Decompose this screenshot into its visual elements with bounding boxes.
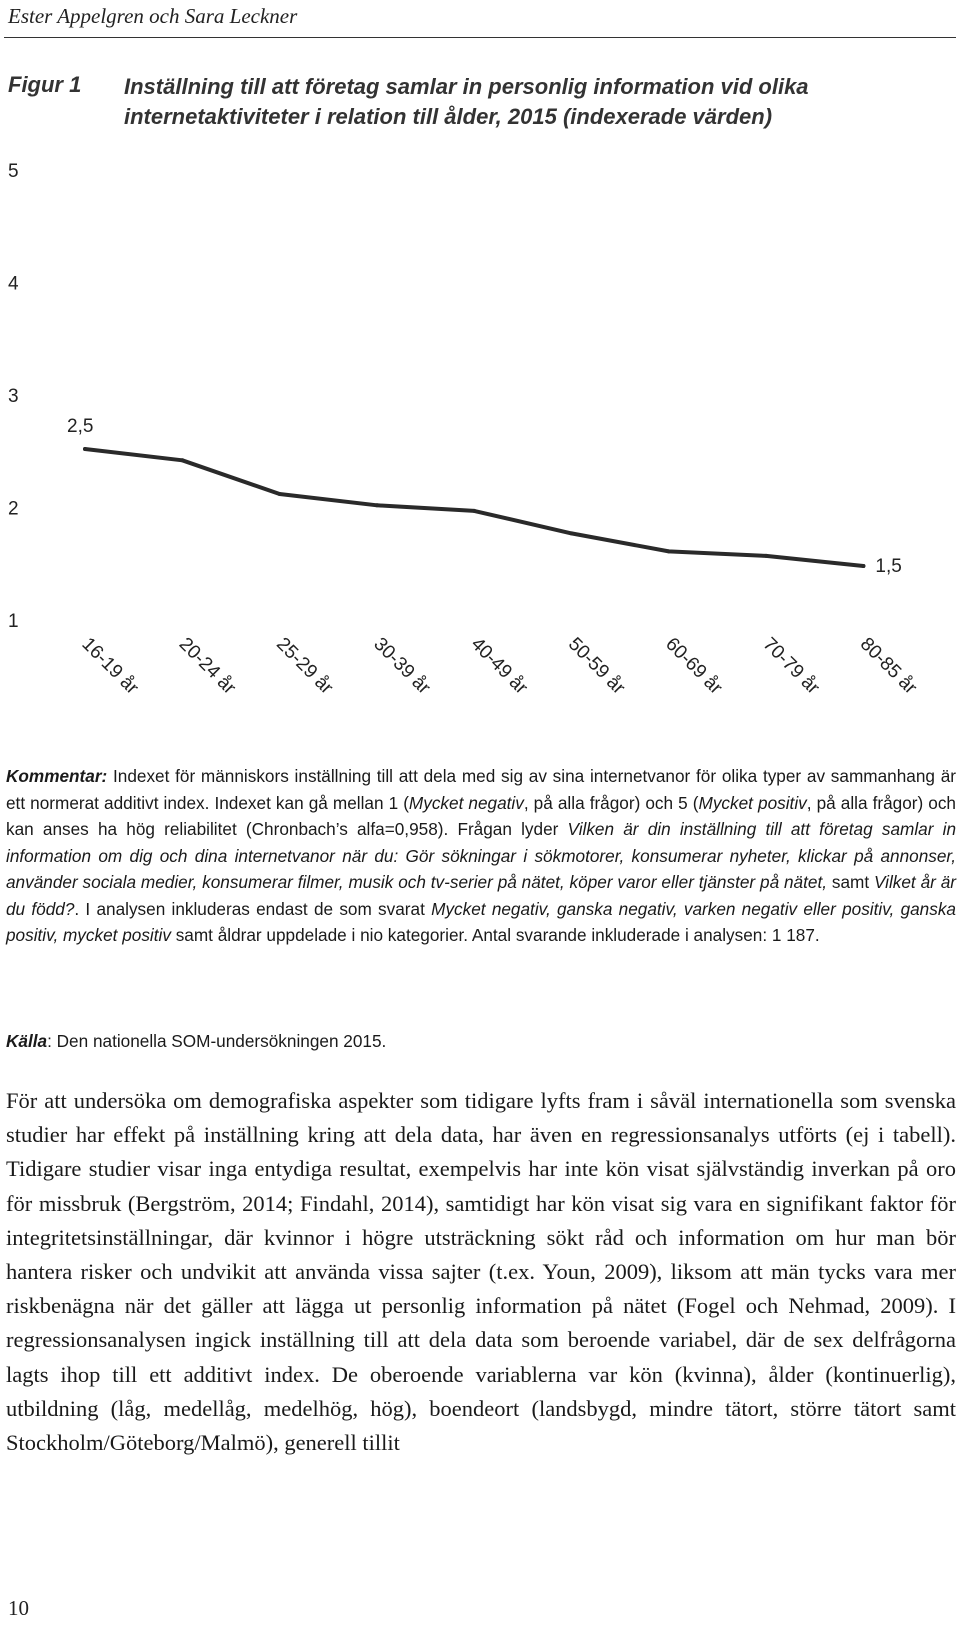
source-label: Källa (6, 1031, 48, 1051)
body-paragraph: För att undersöka om demografiska aspekter som tidigare lyfts fram i såväl internationella som svenska studier har effekt på inställning kring att dela data, har även en regressionsanalys utförts (ej i tabell). Tidigare studier visar inga entydiga resultat, exempelvis har inte kön visat självständig inverkan på oro för missbruk (Bergström, 2014; Findahl, 2014), samtidigt har kön visat sig vara en signifikant faktor för integritetsinställningar, där kvinnor i högre utsträckning sökt råd och information om hur man bör hantera risker och undvikit att använda vissa sajter (t.ex. Youn, 2009), liksom att män tycks vara mer riskbenägna när det gäller att lägga ut personlig information på nätet (Fogel och Nehmad, 2009). I regressionsanalysen ingick inställning till att dela data som beroende variabel, där de sex delfrågorna lagts ihop till ett additivt index. De oberoende variablerna var kön (kvinna), ålder (kontinuerlig), utbildning (låg, medellåg, medelhög, hög), boendeort (landsbygd, mindre tätort, större tätort samt Stockholm/Göteborg/Malmö), generell tillit (6, 1088, 956, 1456)
comment-text-6: samt åldrar uppdelade i nio kategorier. Antal svarande inkluderade i analysen: 1 187. (170, 925, 820, 945)
data-point (764, 554, 768, 558)
comment-question: Vilken är din inställning till att företag samlar in information om dig och dina internetvanor när du: Gör sökningar i sökmotorer, konsumerar nyheter, klickar på annonser, använder sociala medier, konsumerar filmer, musik och tv-serier på nätet, köper varor eller tjänster på nätet, (6, 819, 956, 892)
data-point (861, 564, 865, 568)
y-tick-label: 2 (8, 498, 19, 520)
data-point (375, 503, 379, 507)
comment-italic-1: Mycket negativ (408, 792, 524, 813)
x-tick-label: 60-69 år (661, 633, 727, 699)
comment-question-2: Vilket år är du född? (6, 872, 956, 919)
data-point (472, 509, 476, 513)
figure-label: Figur 1 (8, 72, 82, 97)
y-tick-label: 5 (8, 161, 19, 182)
page-number: 10 (8, 1596, 29, 1620)
y-tick-label: 3 (8, 386, 19, 407)
figure-title-line-2: internetaktiviteter i relation till ålder, 2015 (indexerade värden) (124, 104, 773, 129)
x-tick-label: 40-49 år (466, 633, 532, 699)
figure-title-line-1: Inställning till att företag samlar in personlig information vid olika (124, 74, 809, 99)
comment-text-4: samt (827, 872, 874, 892)
comment-italic-2: Mycket positiv (698, 792, 807, 813)
source-text: : Den nationella SOM-undersökningen 2015. (47, 1031, 387, 1051)
line-chart (0, 150, 960, 750)
comment-answer-options: Mycket negativ, ganska negativ, varken negativ eller positiv, ganska positiv, mycket positiv (6, 898, 956, 945)
series-line (85, 449, 863, 566)
comment-text-5: . I analysen inkluderas endast de som svarat (74, 898, 432, 919)
data-point (83, 447, 87, 451)
data-point (180, 458, 184, 462)
header-rule (4, 37, 956, 38)
figure-comment (6, 763, 956, 949)
comment-text-2: , på alla frågor) och 5 ( (523, 792, 699, 813)
data-point (667, 549, 671, 553)
x-tick-label: 16-19 år (77, 633, 143, 699)
x-tick-label: 20-24 år (174, 633, 240, 699)
x-tick-label: 70-79 år (758, 633, 824, 699)
y-tick-label: 1 (8, 611, 19, 632)
comment-label: Kommentar: (6, 766, 108, 786)
x-tick-label: 30-39 år (369, 633, 435, 699)
data-label: 2,5 (67, 416, 94, 437)
figure-source (6, 1028, 386, 1054)
y-tick-label: 4 (8, 273, 19, 295)
x-tick-label: 25-29 år (272, 633, 337, 699)
comment-text-1: Indexet för människors inställning till att dela med sig av sina internetvanor för olika typer av sammanhang är ett normerat additivt index. Indexet kan gå mellan 1 ( (6, 766, 956, 813)
figure-title (124, 72, 944, 132)
data-point (278, 492, 282, 496)
x-tick-label: 80-85 år (855, 633, 921, 699)
data-point (570, 531, 574, 535)
x-tick-label: 50-59 år (563, 633, 629, 699)
data-label: 1,5 (875, 556, 902, 577)
running-head: Ester Appelgren och Sara Leckner (8, 4, 298, 28)
comment-text-3: , på alla frågor) och kan anses ha hög reliabilitet (Chronbach’s alfa=0,958). Frågan lyder (6, 792, 956, 839)
